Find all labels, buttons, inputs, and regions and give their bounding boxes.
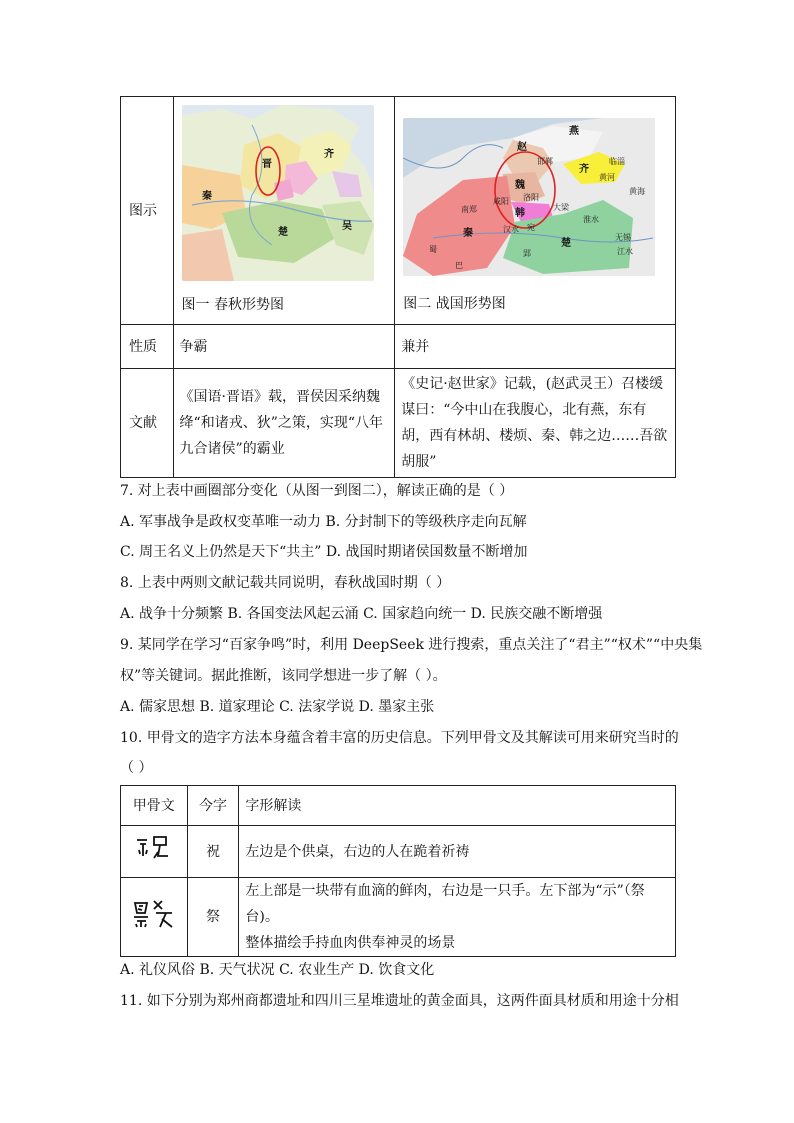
nature-2: 兼并 xyxy=(395,325,676,369)
map2-label-linzi: 临淄 xyxy=(609,157,626,166)
map2-label-luoyang: 洛阳 xyxy=(523,193,540,202)
map2-label-zhao: 赵 xyxy=(517,142,528,153)
map2-label-ying: 郢 xyxy=(523,249,532,258)
q10-stem-line2: （ ） xyxy=(120,760,153,776)
q10-stem-line1: 10. 甲骨文的造字方法本身蕴含着丰富的历史信息。下列甲骨文及其解读可用来研究当时的 xyxy=(120,730,679,746)
q8-stem: 8. 上表中两则文献记载共同说明，春秋战国时期（ ） xyxy=(120,575,451,591)
oracle-bone-table xyxy=(120,785,676,957)
oracle-glyph-zhu xyxy=(121,826,188,878)
q7-stem: 7. 对上表中画圈部分变化（从图一到图二），解读正确的是（ ） xyxy=(120,483,514,499)
modern-char-ji: 祭 xyxy=(187,878,239,957)
q9-options: A. 儒家思想 B. 道家理论 C. 法家学说 D. 墨家主张 xyxy=(120,699,435,715)
interpretation-zhu: 左边是个供桌，右边的人在跪着祈祷 xyxy=(239,826,676,878)
map2-caption: 图二 战国形势图 xyxy=(403,296,506,312)
map2-label-nanzheng: 南郑 xyxy=(461,205,478,214)
interpretation-ji xyxy=(239,878,676,957)
warring-states-map xyxy=(403,118,655,276)
interpretation-ji-line1: 左上部是一块带有血滴的鲜肉，右边是一只手。左下部为“示”（祭台)。 xyxy=(245,883,645,925)
q11-stem-line1: 11. 如下分别为郑州商都遗址和四川三星堆遗址的黄金面具，这两件面具材质和用途十分相 xyxy=(120,993,679,1009)
map1-label-chu: 楚 xyxy=(277,227,288,238)
map2-label-han: 韩 xyxy=(515,208,526,219)
q10-options: A. 礼仪风俗 B. 天气状况 C. 农业生产 D. 饮食文化 xyxy=(120,962,435,978)
map2-label-wuxi: 无锡 xyxy=(615,233,632,242)
nature-row xyxy=(121,325,676,369)
comparison-table xyxy=(120,96,676,478)
map1-label-qi: 齐 xyxy=(323,149,334,160)
spring-autumn-map xyxy=(182,105,374,281)
map2-label-huaishui: 淮水 xyxy=(583,215,600,224)
map2-label-huanghe: 黄河 xyxy=(599,173,616,182)
map1-cell xyxy=(173,97,395,325)
q7-options-cd: C. 周王名义上仍然是天下“共主” D. 战国时期诸侯国数量不断增加 xyxy=(120,544,528,560)
header-interpretation: 字形解读 xyxy=(239,786,676,826)
map2-label-hanshui: 汉水 xyxy=(503,225,520,234)
map2-label-huanghai: 黄海 xyxy=(629,187,646,196)
doc-2: 《史记·赵世家》记载，(赵武灵王）召楼缓谋曰：“今中山在我腹心，北有燕，东有胡，西有林胡、楼烦、秦、韩之边……吾欲胡服” xyxy=(395,369,676,478)
oracle-glyph-ji xyxy=(121,878,188,957)
interpretation-ji-line2: 整体描绘手持血肉供奉神灵的场景 xyxy=(245,935,456,951)
oracle-zhu-icon xyxy=(134,832,174,862)
document-row xyxy=(121,369,676,478)
modern-char-zhu: 祝 xyxy=(187,826,239,878)
q9-stem-line2: 权”等关键词。据此推断，该同学想进一步了解（ ）。 xyxy=(120,668,447,684)
oracle-header-row xyxy=(121,786,676,826)
map2-label-handan: 邯郸 xyxy=(537,157,554,166)
header-oracle: 甲骨文 xyxy=(121,786,188,826)
map2-label-wei: 魏 xyxy=(515,180,526,191)
map2-label-daliang: 大梁 xyxy=(553,203,570,212)
map1-label-jin: 晋 xyxy=(261,159,272,170)
row-label-nature: 性质 xyxy=(121,325,174,369)
map2-label-yan-text: 燕 xyxy=(569,126,580,137)
oracle-ji-icon xyxy=(132,897,176,929)
map2-label-qi: 齐 xyxy=(579,164,590,175)
q9-stem-line1: 9. 某同学在学习“百家争鸣”时，利用 DeepSeek 进行搜索，重点关注了“君主”“权术”“中央集 xyxy=(120,637,703,653)
header-modern: 今字 xyxy=(187,786,239,826)
map1-caption: 图一 春秋形势图 xyxy=(181,297,284,313)
map2-label-xianyang: 咸阳 xyxy=(493,197,510,206)
map2-label-wan: 宛 xyxy=(527,223,536,232)
map2-label-qin: 秦 xyxy=(463,228,474,239)
row-label-diagram: 图示 xyxy=(121,97,174,325)
doc-1: 《国语·晋语》载，晋侯因采纳魏绛“和诸戎、狄”之策，实现“八年九合诸侯”的霸业 xyxy=(173,369,395,478)
map2-label-chu: 楚 xyxy=(561,238,572,249)
map1-label-qin: 秦 xyxy=(201,191,212,202)
nature-1: 争霸 xyxy=(173,325,395,369)
map2-label-jiangshui: 江水 xyxy=(617,247,634,256)
oracle-row-ji xyxy=(121,878,676,957)
map2-cell xyxy=(395,97,676,325)
q8-options: A. 战争十分频繁 B. 各国变法风起云涌 C. 国家趋向统一 D. 民族交融不断增强 xyxy=(120,606,603,622)
map2-label-shu: 蜀 xyxy=(429,245,438,254)
row-label-doc: 文献 xyxy=(121,369,174,478)
q7-options-ab: A. 军事战争是政权变革唯一动力 B. 分封制下的等级秩序走向瓦解 xyxy=(120,514,527,530)
oracle-row-zhu xyxy=(121,826,676,878)
map2-label-ba: 巴 xyxy=(455,261,464,270)
diagram-row xyxy=(121,97,676,325)
map1-label-wu: 吴 xyxy=(341,221,352,232)
